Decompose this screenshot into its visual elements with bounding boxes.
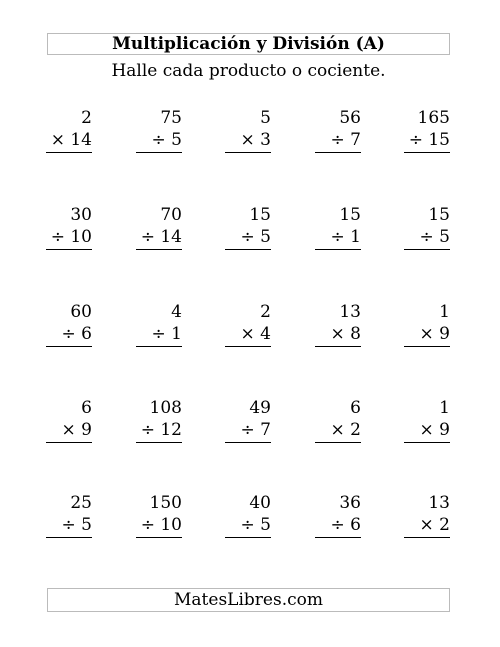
problem-operator-number: ÷ 5 [225,514,271,538]
problem-operator-number: ÷ 10 [136,514,182,538]
problem-top-number: 70 [160,205,182,225]
problem-item [404,492,450,538]
problem-operator-number: × 4 [225,323,271,347]
worksheet-instructions: Halle cada producto o cociente. [111,61,386,81]
problem-item [46,301,92,347]
problem-item [46,492,92,538]
problem-top-number: 2 [260,302,271,322]
problem-item [315,204,361,250]
problem-operator-number: ÷ 1 [136,323,182,347]
problem-item [136,204,182,250]
problem-item [225,492,271,538]
problem-top-number: 6 [350,398,361,418]
problem-item [136,107,182,153]
problem-top-number: 15 [249,205,271,225]
problem-item [315,492,361,538]
problem-item [225,107,271,153]
problem-top-number: 108 [149,398,182,418]
problem-operator-number: × 9 [46,419,92,443]
problem-operator-number: ÷ 12 [136,419,182,443]
problem-operator-number: ÷ 6 [46,323,92,347]
problem-top-number: 1 [439,302,450,322]
problem-top-number: 2 [81,108,92,128]
problem-operator-number: × 8 [315,323,361,347]
problem-item [225,301,271,347]
problem-top-number: 4 [171,302,182,322]
problem-operator-number: ÷ 7 [315,129,361,153]
problem-top-number: 13 [428,493,450,513]
problem-top-number: 6 [81,398,92,418]
problem-operator-number: ÷ 5 [46,514,92,538]
problem-top-number: 30 [70,205,92,225]
problem-top-number: 49 [249,398,271,418]
problem-item [46,204,92,250]
problem-top-number: 15 [339,205,361,225]
problem-top-number: 13 [339,302,361,322]
problem-operator-number: ÷ 5 [225,226,271,250]
problem-operator-number: × 9 [404,323,450,347]
problem-item [315,301,361,347]
problem-item [404,301,450,347]
problem-item [136,492,182,538]
problem-operator-number: × 2 [404,514,450,538]
problem-operator-number: ÷ 5 [136,129,182,153]
worksheet-title: Multiplicación y División (A) [47,33,450,55]
problem-top-number: 1 [439,398,450,418]
problem-operator-number: ÷ 1 [315,226,361,250]
problem-item [225,397,271,443]
problem-operator-number: ÷ 14 [136,226,182,250]
footer-site-name: MatesLibres.com [47,588,450,612]
problem-operator-number: × 9 [404,419,450,443]
problem-item [225,204,271,250]
problem-top-number: 5 [260,108,271,128]
problem-item [136,301,182,347]
problem-top-number: 15 [428,205,450,225]
problem-item [46,397,92,443]
problem-item [404,204,450,250]
problem-item [315,397,361,443]
problem-top-number: 25 [70,493,92,513]
problem-operator-number: × 3 [225,129,271,153]
problem-operator-number: ÷ 15 [404,129,450,153]
problem-operator-number: ÷ 7 [225,419,271,443]
problem-top-number: 40 [249,493,271,513]
problem-operator-number: × 14 [46,129,92,153]
problem-item [136,397,182,443]
problem-operator-number: ÷ 5 [404,226,450,250]
problem-item [315,107,361,153]
problem-operator-number: ÷ 6 [315,514,361,538]
problem-item [46,107,92,153]
problem-top-number: 165 [417,108,450,128]
problem-operator-number: ÷ 10 [46,226,92,250]
problem-top-number: 36 [339,493,361,513]
problem-top-number: 150 [149,493,182,513]
problem-top-number: 60 [70,302,92,322]
problem-top-number: 75 [160,108,182,128]
problem-operator-number: × 2 [315,419,361,443]
problem-item [404,397,450,443]
problem-top-number: 56 [339,108,361,128]
problem-item [404,107,450,153]
